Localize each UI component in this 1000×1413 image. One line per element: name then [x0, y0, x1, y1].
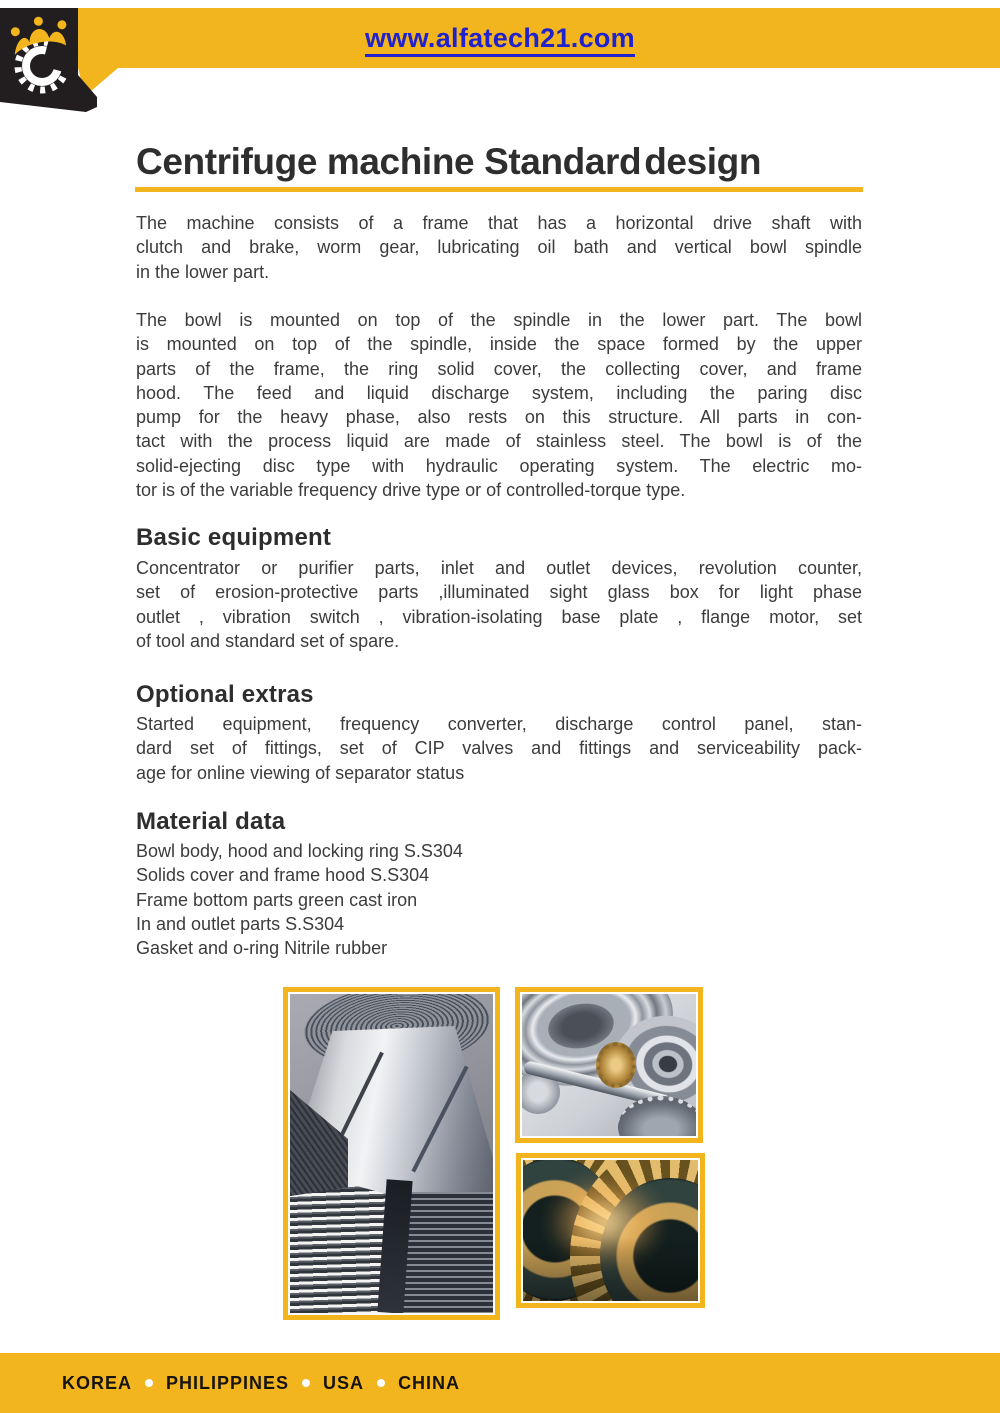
- separator-parts-photo: [522, 994, 696, 1136]
- paragraph-line: tor is of the variable frequency drive type or of controlled-torque type.: [136, 480, 686, 501]
- section-heading-material-data: Material data: [136, 808, 286, 835]
- footer-dot-icon: [145, 1379, 153, 1387]
- photo-frame-separator-parts: [515, 987, 703, 1143]
- intro-paragraph-1: [136, 211, 862, 284]
- gears-photo: [523, 1160, 698, 1301]
- paragraph-line: parts of the frame, the ring solid cover, the collecting cover, and frame: [136, 358, 862, 379]
- paragraph-line: dard set of fittings, set of CIP valves and fittings and serviceability pack-: [136, 738, 862, 759]
- section-body-basic-equipment: [136, 556, 862, 653]
- paragraph-line: Bowl body, hood and locking ring S.S304: [136, 841, 463, 861]
- paragraph-line: outlet , vibration switch , vibration-isolating base plate , flange motor, set: [136, 606, 862, 627]
- paragraph-line: In and outlet parts S.S304: [136, 913, 345, 934]
- paragraph-line: is mounted on top of the spindle, inside the space formed by the upper: [136, 334, 862, 355]
- disc-stack-photo: [290, 994, 493, 1313]
- footer-location-china: CHINA: [398, 1372, 461, 1393]
- paragraph-line: of tool and standard set of spare.: [136, 630, 400, 651]
- paragraph-line: solid-ejecting disc type with hydraulic operating system. The electric mo-: [136, 455, 862, 476]
- paragraph-line: pump for the heavy phase, also rests on this structure. All parts in con-: [136, 407, 862, 428]
- paragraph-line: Gasket and o-ring Nitrile rubber: [136, 938, 388, 959]
- section-heading-optional-extras: Optional extras: [136, 681, 314, 708]
- footer-location-philippines: PHILIPPINES: [166, 1372, 290, 1393]
- footer-dot-icon: [377, 1379, 385, 1387]
- header-url-wrap: [0, 24, 1000, 57]
- photo-frame-disc-stack: [283, 987, 500, 1320]
- paragraph-line: Solids cover and frame hood S.S304: [136, 865, 430, 886]
- footer-dot-icon: [302, 1379, 310, 1387]
- paragraph-line: clutch and brake, worm gear, lubricating oil bath and vertical bowl spindle: [136, 237, 862, 258]
- footer-band: [0, 1353, 1000, 1413]
- paragraph-line: hood. The feed and liquid discharge system, including the paring disc: [136, 382, 862, 403]
- website-url-link[interactable]: www.alfatech21.com: [365, 24, 635, 57]
- title-underline-rule: [135, 187, 863, 192]
- paragraph-line: The machine consists of a frame that has a horizontal drive shaft with: [136, 213, 862, 233]
- paragraph-line: in the lower part.: [136, 261, 270, 282]
- paragraph-line: age for online viewing of separator status: [136, 762, 465, 783]
- paragraph-line: Concentrator or purifier parts, inlet and outlet devices, revolution counter,: [136, 558, 862, 578]
- section-body-optional-extras: [136, 712, 862, 785]
- paragraph-line: Started equipment, frequency converter, discharge control panel, stan-: [136, 714, 862, 734]
- photo-frame-gears: [516, 1153, 705, 1308]
- footer-location-usa: USA: [323, 1372, 365, 1393]
- footer-locations: [62, 1353, 460, 1413]
- intro-paragraph-2: [136, 308, 862, 502]
- section-heading-basic-equipment: Basic equipment: [136, 524, 332, 551]
- paragraph-line: Frame bottom parts green cast iron: [136, 889, 418, 910]
- page-title-end: design: [644, 141, 762, 182]
- page-title-start: Centrifuge machine Standard: [136, 141, 642, 182]
- paragraph-line: The bowl is mounted on top of the spindle in the lower part. The bowl: [136, 310, 862, 330]
- section-body-material-data: [136, 839, 862, 960]
- page-title: [136, 141, 761, 183]
- paragraph-line: set of erosion-protective parts ,illuminated sight glass box for light phase: [136, 582, 862, 603]
- footer-location-korea: KOREA: [62, 1372, 133, 1393]
- paragraph-line: tact with the process liquid are made of stainless steel. The bowl is of the: [136, 431, 862, 452]
